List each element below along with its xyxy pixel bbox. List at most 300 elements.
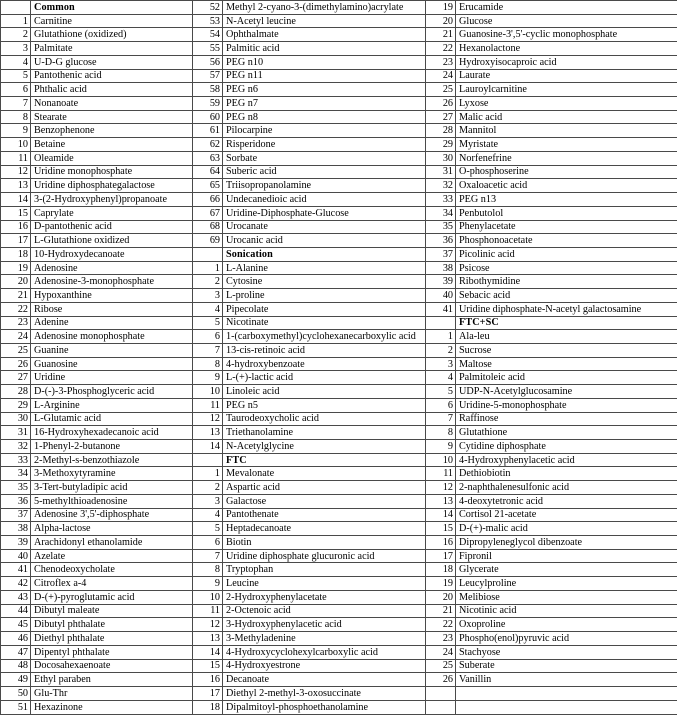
row-index: 40 [1, 549, 31, 563]
table-row [1, 234, 677, 248]
row-index: 18 [193, 700, 223, 714]
row-index: 4 [1, 55, 31, 69]
metabolite-name: 3-Methyladenine [223, 632, 426, 646]
metabolite-name: L-(+)-lactic acid [223, 371, 426, 385]
table-row [1, 316, 677, 330]
metabolite-name: 1-(carboxymethyl)cyclohexanecarboxylic acid [223, 330, 426, 344]
row-index: 41 [426, 302, 456, 316]
metabolite-name: Uridine diphosphategalactose [31, 179, 193, 193]
metabolite-name: Leucylproline [456, 577, 677, 591]
metabolite-name: PEG n6 [223, 83, 426, 97]
metabolite-name: Ala-leu [456, 330, 677, 344]
row-index: 34 [426, 206, 456, 220]
metabolite-name: 2-naphthalenesulfonic acid [456, 481, 677, 495]
row-index: 52 [193, 1, 223, 15]
row-index: 15 [193, 659, 223, 673]
metabolite-name: L-Arginine [31, 398, 193, 412]
table-row [1, 289, 677, 303]
row-index: 1 [426, 330, 456, 344]
row-index: 7 [426, 412, 456, 426]
table-row [1, 97, 677, 111]
metabolite-name: D-pantothenic acid [31, 220, 193, 234]
metabolite-name: Linoleic acid [223, 385, 426, 399]
metabolite-name: L-proline [223, 289, 426, 303]
row-index: 22 [426, 42, 456, 56]
metabolite-name: Uridine-5-monophosphate [456, 398, 677, 412]
row-index: 5 [426, 385, 456, 399]
metabolite-name: Undecanedioic acid [223, 193, 426, 207]
metabolite-name: Sucrose [456, 343, 677, 357]
row-index: 32 [1, 440, 31, 454]
metabolite-name: Laurate [456, 69, 677, 83]
row-index: 27 [1, 371, 31, 385]
row-index: 24 [426, 69, 456, 83]
row-index: 27 [426, 110, 456, 124]
row-index: 7 [193, 343, 223, 357]
row-index: 25 [426, 659, 456, 673]
table-row [1, 330, 677, 344]
metabolite-name: Guanosine [31, 357, 193, 371]
row-index: 36 [1, 494, 31, 508]
table-row [1, 563, 677, 577]
metabolite-name: Arachidonyl ethanolamide [31, 536, 193, 550]
row-index: 13 [193, 426, 223, 440]
row-index: 31 [426, 165, 456, 179]
row-index: 21 [426, 604, 456, 618]
row-index: 5 [1, 69, 31, 83]
table-row [1, 659, 677, 673]
metabolite-name: Oxoproline [456, 618, 677, 632]
row-index: 9 [193, 577, 223, 591]
table-body [1, 1, 677, 715]
metabolite-name: Dibutyl maleate [31, 604, 193, 618]
table-row [1, 261, 677, 275]
metabolite-name: PEG n8 [223, 110, 426, 124]
metabolite-name: Lauroylcarnitine [456, 83, 677, 97]
row-index: 12 [193, 618, 223, 632]
metabolite-name: Oleamide [31, 151, 193, 165]
metabolite-name: Uridine monophosphate [31, 165, 193, 179]
table-row [1, 604, 677, 618]
row-index: 10 [193, 590, 223, 604]
table-row [1, 440, 677, 454]
row-index: 17 [1, 234, 31, 248]
row-index: 64 [193, 165, 223, 179]
metabolite-name: Uridine diphosphate-N-acetyl galactosamine [456, 302, 677, 316]
row-index: 22 [426, 618, 456, 632]
metabolite-name: PEG n13 [456, 193, 677, 207]
table-row [1, 549, 677, 563]
metabolite-name: Citroflex a-4 [31, 577, 193, 591]
metabolite-name: Pipecolate [223, 302, 426, 316]
row-index: 2 [193, 481, 223, 495]
metabolite-name: Adenosine-3-monophosphate [31, 275, 193, 289]
row-index: 3 [193, 494, 223, 508]
row-index: 20 [426, 14, 456, 28]
row-index: 24 [426, 645, 456, 659]
metabolite-name: Nicotinate [223, 316, 426, 330]
metabolite-name: 3-Tert-butyladipic acid [31, 481, 193, 495]
metabolite-name: Triethanolamine [223, 426, 426, 440]
row-index: 12 [193, 412, 223, 426]
table-row [1, 467, 677, 481]
row-index: 35 [1, 481, 31, 495]
row-index: 39 [426, 275, 456, 289]
row-index: 40 [426, 289, 456, 303]
metabolite-name: Azelate [31, 549, 193, 563]
row-index: 19 [426, 577, 456, 591]
metabolite-name: Risperidone [223, 138, 426, 152]
row-index: 53 [193, 14, 223, 28]
row-index: 21 [1, 289, 31, 303]
metabolite-name: 1-Phenyl-2-butanone [31, 440, 193, 454]
metabolite-name: 5-methylthioadenosine [31, 494, 193, 508]
row-index: 16 [1, 220, 31, 234]
table-row [1, 522, 677, 536]
row-index: 18 [426, 563, 456, 577]
metabolite-name: Suberate [456, 659, 677, 673]
row-index: 45 [1, 618, 31, 632]
metabolite-name: Erucamide [456, 1, 677, 15]
row-index: 38 [1, 522, 31, 536]
row-index: 2 [426, 343, 456, 357]
metabolite-name: Ethyl paraben [31, 673, 193, 687]
row-index: 6 [426, 398, 456, 412]
metabolite-name: Adenosine [31, 261, 193, 275]
table-row [1, 220, 677, 234]
metabolite-name: Palmitoleic acid [456, 371, 677, 385]
table-row [1, 426, 677, 440]
metabolite-name: UDP-N-Acetylglucosamine [456, 385, 677, 399]
metabolite-name: Betaine [31, 138, 193, 152]
row-index: 1 [193, 467, 223, 481]
metabolite-name: U-D-G glucose [31, 55, 193, 69]
metabolite-name: Sebacic acid [456, 289, 677, 303]
row-index: 23 [426, 632, 456, 646]
row-index: 1 [193, 261, 223, 275]
row-index: 14 [193, 440, 223, 454]
metabolite-name: 3-(2-Hydroxyphenyl)propanoate [31, 193, 193, 207]
metabolite-name: Nicotinic acid [456, 604, 677, 618]
row-index: 39 [1, 536, 31, 550]
metabolite-name: Vanillin [456, 673, 677, 687]
metabolite-name: Tryptophan [223, 563, 426, 577]
row-index: 59 [193, 97, 223, 111]
row-index: 19 [1, 261, 31, 275]
row-index: 6 [1, 83, 31, 97]
row-index: 9 [426, 440, 456, 454]
row-index: 30 [426, 151, 456, 165]
metabolite-name: Dethiobiotin [456, 467, 677, 481]
metabolite-name: Guanine [31, 343, 193, 357]
section-index-blank [426, 316, 456, 330]
table-row [1, 193, 677, 207]
row-index: 8 [1, 110, 31, 124]
metabolite-name: Adenosine monophosphate [31, 330, 193, 344]
metabolite-name: Alpha-lactose [31, 522, 193, 536]
row-index: 17 [193, 686, 223, 700]
metabolite-name: Nonanoate [31, 97, 193, 111]
metabolite-name: Lyxose [456, 97, 677, 111]
table-row [1, 206, 677, 220]
metabolite-name: Glu-Thr [31, 686, 193, 700]
row-index: 11 [426, 467, 456, 481]
row-index: 56 [193, 55, 223, 69]
row-index: 14 [1, 193, 31, 207]
row-index: 57 [193, 69, 223, 83]
row-index: 65 [193, 179, 223, 193]
metabolite-name: Fipronil [456, 549, 677, 563]
metabolite-name: Uridine diphosphate glucuronic acid [223, 549, 426, 563]
table-row [1, 398, 677, 412]
row-index: 42 [1, 577, 31, 591]
section-header-col3: FTC+SC [456, 316, 677, 330]
row-index: 33 [1, 453, 31, 467]
metabolite-name: N-Acetylglycine [223, 440, 426, 454]
table-row [1, 28, 677, 42]
metabolite-name: Pantothenic acid [31, 69, 193, 83]
metabolite-name: Heptadecanoate [223, 522, 426, 536]
row-index: 4 [193, 508, 223, 522]
row-index: 66 [193, 193, 223, 207]
metabolite-name: Adenosine 3',5'-diphosphate [31, 508, 193, 522]
row-index: 30 [1, 412, 31, 426]
row-index: 26 [426, 673, 456, 687]
row-index: 8 [193, 563, 223, 577]
metabolite-name: Decanoate [223, 673, 426, 687]
row-index: 12 [1, 165, 31, 179]
row-index: 12 [426, 481, 456, 495]
metabolite-name: Phenylacetate [456, 220, 677, 234]
metabolite-name: Dipentyl phthalate [31, 645, 193, 659]
row-index: 50 [1, 686, 31, 700]
row-index: 28 [426, 124, 456, 138]
metabolite-name: 3-Methoxytyramine [31, 467, 193, 481]
metabolite-name: 4-deoxytetronic acid [456, 494, 677, 508]
metabolite-name: Palmitate [31, 42, 193, 56]
metabolite-name: Suberic acid [223, 165, 426, 179]
metabolite-name: 16-Hydroxyhexadecanoic acid [31, 426, 193, 440]
row-index: 55 [193, 42, 223, 56]
row-index: 48 [1, 659, 31, 673]
metabolite-name: PEG n11 [223, 69, 426, 83]
table-row [1, 83, 677, 97]
metabolite-name: D-(+)-malic acid [456, 522, 677, 536]
table-row [1, 357, 677, 371]
metabolite-name: Diethyl phthalate [31, 632, 193, 646]
row-index: 34 [1, 467, 31, 481]
metabolite-name: Caprylate [31, 206, 193, 220]
metabolite-name: Dipropyleneglycol dibenzoate [456, 536, 677, 550]
empty-index-cell [426, 686, 456, 700]
metabolite-name: Norfenefrine [456, 151, 677, 165]
row-index: 60 [193, 110, 223, 124]
metabolite-name: Uridine-Diphosphate-Glucose [223, 206, 426, 220]
table-row [1, 14, 677, 28]
section-index-blank [1, 1, 31, 15]
row-index: 10 [426, 453, 456, 467]
row-index: 37 [1, 508, 31, 522]
metabolite-name: Leucine [223, 577, 426, 591]
metabolite-name: Stachyose [456, 645, 677, 659]
table-row [1, 1, 677, 15]
metabolite-name: Phthalic acid [31, 83, 193, 97]
metabolite-name: Dipalmitoyl-phosphoethanolamine [223, 700, 426, 714]
row-index: 21 [426, 28, 456, 42]
metabolite-name: Cytosine [223, 275, 426, 289]
metabolite-name: 2-Hydroxyphenylacetate [223, 590, 426, 604]
metabolite-name: Hydroxyisocaproic acid [456, 55, 677, 69]
row-index: 22 [1, 302, 31, 316]
table-row [1, 632, 677, 646]
table-row [1, 453, 677, 467]
metabolite-name: Glucose [456, 14, 677, 28]
row-index: 6 [193, 536, 223, 550]
metabolite-name: Hexanolactone [456, 42, 677, 56]
row-index: 16 [426, 536, 456, 550]
metabolite-name: Chenodeoxycholate [31, 563, 193, 577]
metabolite-name: D-(+)-pyroglutamic acid [31, 590, 193, 604]
metabolite-name: Cortisol 21-acetate [456, 508, 677, 522]
row-index: 14 [426, 508, 456, 522]
row-index: 68 [193, 220, 223, 234]
metabolite-name: 13-cis-retinoic acid [223, 343, 426, 357]
table-row [1, 590, 677, 604]
metabolite-name: Methyl 2-cyano-3-(dimethylamino)acrylate [223, 1, 426, 15]
empty-name-cell [456, 686, 677, 700]
metabolite-name: Diethyl 2-methyl-3-oxosuccinate [223, 686, 426, 700]
row-index: 38 [426, 261, 456, 275]
metabolite-name: O-phosphoserine [456, 165, 677, 179]
table-row [1, 494, 677, 508]
metabolite-name: Cytidine diphosphate [456, 440, 677, 454]
metabolite-name: Aspartic acid [223, 481, 426, 495]
metabolite-name: Hexazinone [31, 700, 193, 714]
row-index: 8 [426, 426, 456, 440]
metabolite-name: Carnitine [31, 14, 193, 28]
row-index: 13 [1, 179, 31, 193]
table-row [1, 700, 677, 714]
metabolite-name: Palmitic acid [223, 42, 426, 56]
table-row [1, 343, 677, 357]
metabolite-name: Glycerate [456, 563, 677, 577]
metabolite-name: L-Glutamic acid [31, 412, 193, 426]
row-index: 16 [193, 673, 223, 687]
row-index: 49 [1, 673, 31, 687]
table-row [1, 55, 677, 69]
row-index: 11 [193, 604, 223, 618]
metabolite-name: Hypoxanthine [31, 289, 193, 303]
metabolite-name: 2-Octenoic acid [223, 604, 426, 618]
metabolite-name: Myristate [456, 138, 677, 152]
metabolite-name: Glutathione [456, 426, 677, 440]
table-row [1, 508, 677, 522]
row-index: 25 [426, 83, 456, 97]
metabolite-name: Urocanate [223, 220, 426, 234]
table-row [1, 371, 677, 385]
metabolite-name: Phospho(enol)pyruvic acid [456, 632, 677, 646]
table-row [1, 412, 677, 426]
metabolite-name: 2-Methyl-s-benzothiazole [31, 453, 193, 467]
row-index: 23 [1, 316, 31, 330]
metabolite-name: Guanosine-3',5'-cyclic monophosphate [456, 28, 677, 42]
metabolite-name: 4-Hydroxycyclohexylcarboxylic acid [223, 645, 426, 659]
metabolite-name: PEG n10 [223, 55, 426, 69]
metabolite-name: Triisopropanolamine [223, 179, 426, 193]
table-row [1, 138, 677, 152]
row-index: 41 [1, 563, 31, 577]
row-index: 10 [193, 385, 223, 399]
row-index: 25 [1, 343, 31, 357]
metabolite-name: PEG n7 [223, 97, 426, 111]
table-row [1, 275, 677, 289]
row-index: 15 [426, 522, 456, 536]
metabolite-name: Mannitol [456, 124, 677, 138]
metabolite-name: Penbutolol [456, 206, 677, 220]
row-index: 4 [426, 371, 456, 385]
metabolite-name: Glutathione (oxidized) [31, 28, 193, 42]
table-row [1, 385, 677, 399]
row-index: 2 [1, 28, 31, 42]
row-index: 5 [193, 522, 223, 536]
row-index: 5 [193, 316, 223, 330]
row-index: 58 [193, 83, 223, 97]
metabolite-name: L-Alanine [223, 261, 426, 275]
row-index: 17 [426, 549, 456, 563]
row-index: 28 [1, 385, 31, 399]
metabolite-name: Picolinic acid [456, 247, 677, 261]
table-row [1, 165, 677, 179]
table-row [1, 536, 677, 550]
row-index: 11 [1, 151, 31, 165]
row-index: 14 [193, 645, 223, 659]
metabolite-name: Malic acid [456, 110, 677, 124]
table-row [1, 686, 677, 700]
metabolite-name: Uridine [31, 371, 193, 385]
metabolite-name: Phosphonoacetate [456, 234, 677, 248]
row-index: 15 [1, 206, 31, 220]
metabolite-name: Maltose [456, 357, 677, 371]
row-index: 18 [1, 247, 31, 261]
metabolite-name: Dibutyl phthalate [31, 618, 193, 632]
row-index: 44 [1, 604, 31, 618]
row-index: 3 [426, 357, 456, 371]
table-row [1, 151, 677, 165]
metabolite-name: 4-Hydroxyestrone [223, 659, 426, 673]
row-index: 2 [193, 275, 223, 289]
metabolite-name: PEG n5 [223, 398, 426, 412]
row-index: 62 [193, 138, 223, 152]
table-row [1, 645, 677, 659]
row-index: 23 [426, 55, 456, 69]
row-index: 9 [193, 371, 223, 385]
row-index: 7 [193, 549, 223, 563]
section-index-blank [193, 453, 223, 467]
empty-index-cell [426, 700, 456, 714]
section-index-blank [193, 247, 223, 261]
row-index: 63 [193, 151, 223, 165]
empty-name-cell [456, 700, 677, 714]
row-index: 4 [193, 302, 223, 316]
table-row [1, 179, 677, 193]
row-index: 9 [1, 124, 31, 138]
table-row [1, 481, 677, 495]
metabolite-name: N-Acetyl leucine [223, 14, 426, 28]
metabolite-name: Pantothenate [223, 508, 426, 522]
metabolite-name: 3-Hydroxyphenylacetic acid [223, 618, 426, 632]
row-index: 51 [1, 700, 31, 714]
metabolite-name: Biotin [223, 536, 426, 550]
